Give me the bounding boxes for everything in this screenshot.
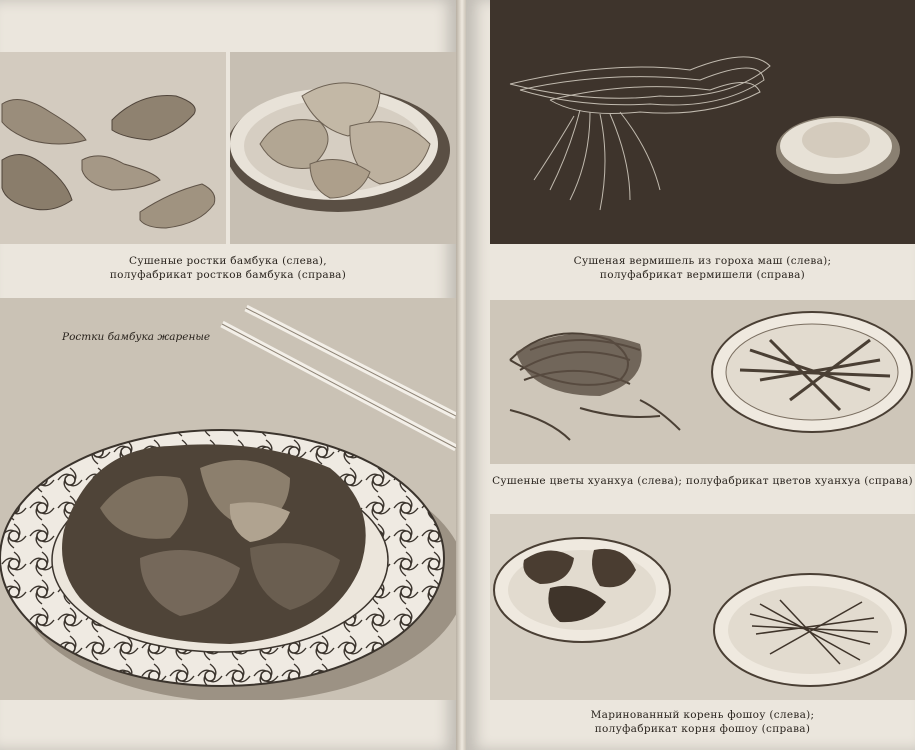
caption-line: полуфабрикат ростков бамбука (справа) bbox=[109, 269, 347, 281]
caption-bamboo-dried bbox=[0, 254, 456, 282]
caption-line: Сушеные цветы хуанхуа (слева); полуфабрикат цветов хуанхуа (справа) bbox=[492, 475, 913, 487]
caption-line: Сушеные ростки бамбука (слева), bbox=[129, 255, 327, 267]
photo-prepared-bamboo-shoots bbox=[230, 52, 456, 244]
photo-dried-bamboo-shoots bbox=[0, 52, 226, 244]
photo-fried-bamboo-shoots bbox=[0, 298, 456, 700]
caption-line: Маринованный корень фошоу (слева); bbox=[590, 709, 815, 721]
caption-foshou bbox=[490, 708, 915, 736]
photo-huanghua-flowers bbox=[490, 300, 915, 464]
caption-vermicelli bbox=[490, 254, 915, 282]
photo-foshou-root bbox=[490, 514, 915, 700]
caption-line: Сушеная вермишель из гороха маш (слева); bbox=[573, 255, 832, 267]
caption-line: полуфабрикат корня фошоу (справа) bbox=[594, 723, 811, 735]
label-fried-bamboo-shoots: Ростки бамбука жареные bbox=[62, 331, 211, 343]
caption-line: полуфабрикат вермишели (справа) bbox=[599, 269, 806, 281]
caption-huanghua bbox=[490, 474, 915, 488]
photo-vermicelli bbox=[490, 0, 915, 244]
